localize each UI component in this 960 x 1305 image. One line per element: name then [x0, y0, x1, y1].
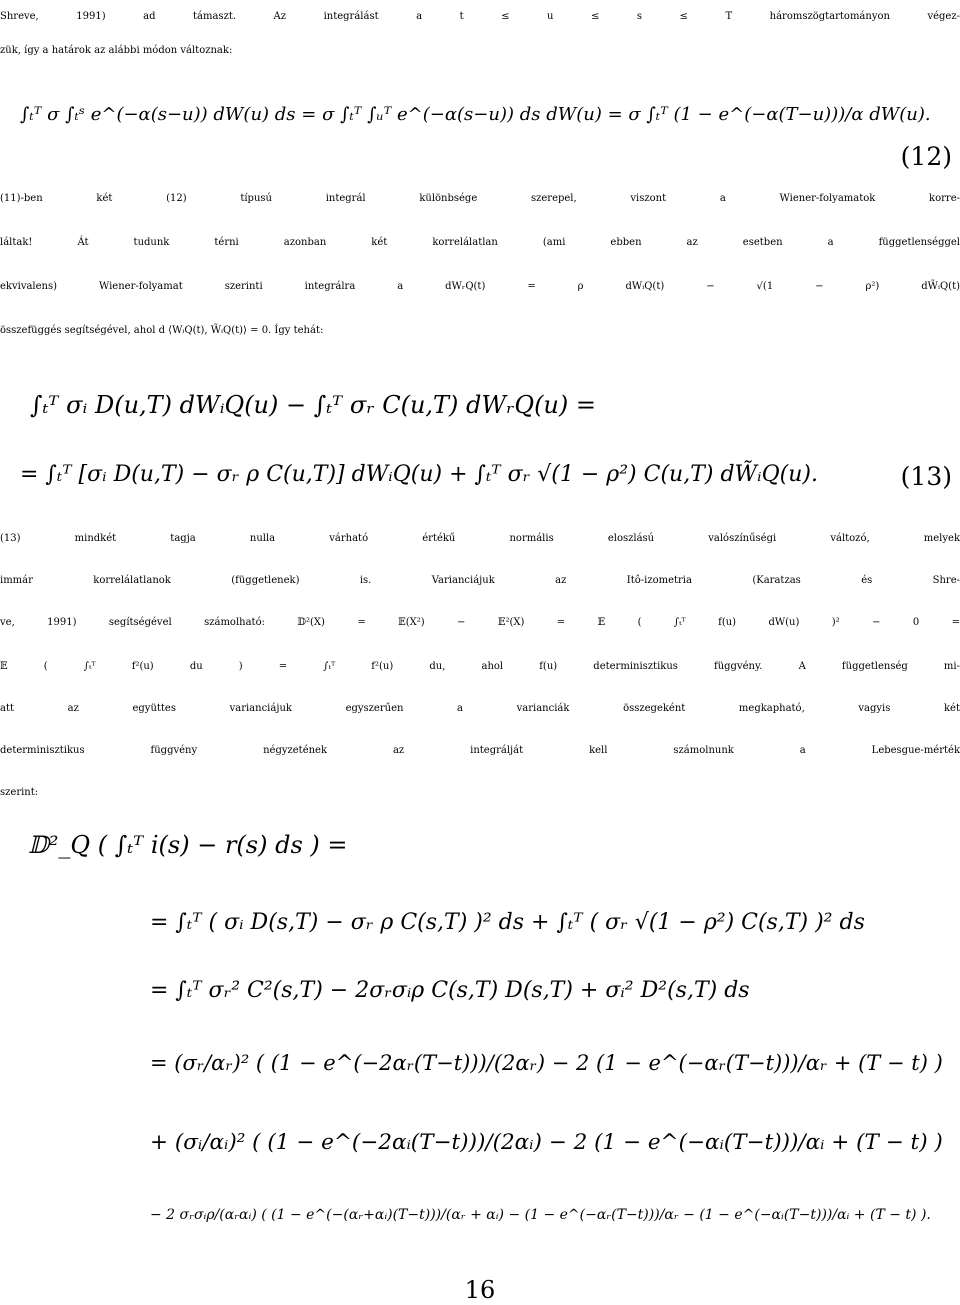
equation-12: ∫ₜᵀ σ ∫ₜˢ e^(−α(s−u)) dW(u) ds = σ ∫ₜᵀ ∫ᵤᵀ e^(−α(s−u)) ds dW(u) = σ ∫ₜᵀ (1 − e^(−α(T−u)))/α dW(u).: [20, 104, 931, 125]
paragraph-line: összefüggés segítségével, ahol d ⟨WᵢQ(t), W̃ᵢQ(t)⟩ = 0. Így tehát:: [0, 325, 324, 336]
paragraph-line: (11)-ben két (12) típusú integrál különbsége szerepel, viszont a Wiener-folyamatok korre-: [0, 193, 960, 204]
page-number: 16: [464, 1276, 496, 1304]
equation-number: (12): [900, 142, 952, 171]
paragraph-line: Shreve, 1991) ad támaszt. Az integrálást a t ≤ u ≤ s ≤ T háromszögtartományon végez-: [0, 11, 960, 22]
paragraph-line: immár korrelálatlanok (függetlenek) is. Varianciájuk az Itô-izometria (Karatzas és Shre-: [0, 575, 960, 586]
paragraph-line: ve, 1991) segítségével számolható: 𝔻²(X) = 𝔼(X²) − 𝔼²(X) = 𝔼 ( ∫ₜᵀ f(u) dW(u) )² − 0 =: [0, 617, 960, 628]
variance-line-4: + (σᵢ/αᵢ)² ( (1 − e^(−2αᵢ(T−t)))/(2αᵢ) − 2 (1 − e^(−αᵢ(T−t)))/αᵢ + (T − t) ): [150, 1130, 943, 1155]
variance-line-2: = ∫ₜᵀ σᵣ² C²(s,T) − 2σᵣσᵢρ C(s,T) D(s,T) + σᵢ² D²(s,T) ds: [150, 978, 750, 1003]
paragraph-line: att az együttes varianciájuk egyszerűen a varianciák összegeként megkapható, vagyis két: [0, 703, 960, 714]
paragraph-line: szerint:: [0, 787, 39, 798]
equation-number: (13): [900, 462, 952, 491]
equation-13-line-1: ∫ₜᵀ σᵢ D(u,T) dWᵢQ(u) − ∫ₜᵀ σᵣ C(u,T) dWᵣQ(u) =: [30, 391, 596, 419]
paragraph-line: ekvivalens) Wiener-folyamat szerinti integrálra a dWᵣQ(t) = ρ dWᵢQ(t) − √(1 − ρ²) dW̃ᵢQ(t): [0, 281, 960, 292]
paragraph-line: láltak! Át tudunk térni azonban két korrelálatlan (ami ebben az esetben a függetlenséggel: [0, 237, 960, 248]
paragraph-line: 𝔼 ( ∫ₜᵀ f²(u) du ) = ∫ₜᵀ f²(u) du, ahol f(u) determinisztikus függvény. A függetlenség mi-: [0, 661, 960, 672]
variance-line-3: = (σᵣ/αᵣ)² ( (1 − e^(−2αᵣ(T−t)))/(2αᵣ) − 2 (1 − e^(−αᵣ(T−t)))/αᵣ + (T − t) ): [150, 1051, 943, 1075]
paragraph-line: (13) mindkét tagja nulla várható értékű normális eloszlású valószínűségi változó, melyek: [0, 533, 960, 544]
paragraph-line: zük, így a határok az alábbi módon változnak:: [0, 45, 233, 56]
variance-line-5: − 2 σᵣσᵢρ/(αᵣαᵢ) ( (1 − e^(−(αᵣ+αᵢ)(T−t)))/(αᵣ + αᵢ) − (1 − e^(−αᵣ(T−t)))/αᵣ − (1 − e^(−αᵢ(T−t)))/αᵢ + (T − t) ).: [150, 1207, 931, 1223]
paragraph-line: determinisztikus függvény négyzetének az integrálját kell számolnunk a Lebesgue-mérték: [0, 745, 960, 756]
equation-13-line-2: = ∫ₜᵀ [σᵢ D(u,T) − σᵣ ρ C(u,T)] dWᵢQ(u) + ∫ₜᵀ σᵣ √(1 − ρ²) C(u,T) dW̃ᵢQ(u).: [20, 462, 818, 487]
variance-line-0: 𝔻²_Q ( ∫ₜᵀ i(s) − r(s) ds ) =: [28, 831, 348, 859]
variance-line-1: = ∫ₜᵀ ( σᵢ D(s,T) − σᵣ ρ C(s,T) )² ds + ∫ₜᵀ ( σᵣ √(1 − ρ²) C(s,T) )² ds: [150, 910, 865, 935]
